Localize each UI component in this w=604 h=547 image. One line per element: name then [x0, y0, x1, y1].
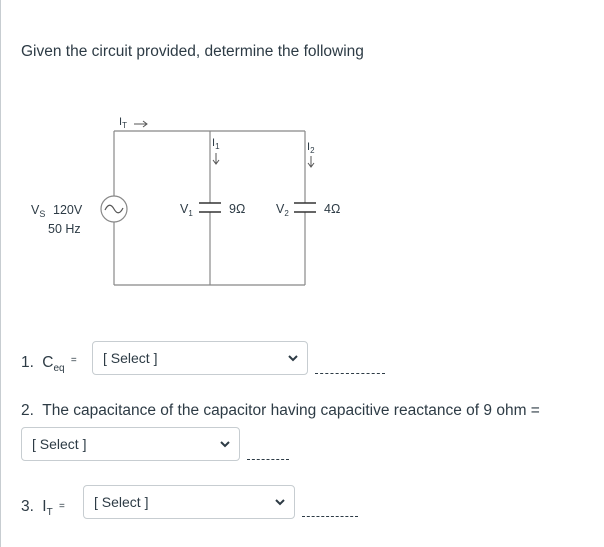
- question-1-symbol: C: [42, 354, 54, 371]
- reactance-1-label: 9Ω: [229, 202, 246, 216]
- ac-source-icon: [101, 196, 127, 222]
- question-2-answer-blank: [247, 459, 289, 460]
- question-1-select-value: [ Select ]: [103, 350, 158, 366]
- question-1-label: [21, 354, 77, 374]
- question-2-number: 2.: [21, 402, 34, 419]
- chevron-down-icon: [274, 497, 286, 507]
- source-label: $V_S$: [31, 203, 46, 219]
- reactance-2-label: 4Ω: [324, 202, 341, 216]
- i1-label: $I_1$: [212, 137, 220, 151]
- question-3-select-value: [ Select ]: [94, 494, 149, 510]
- question-3-label: [21, 498, 65, 518]
- question-3-symbol: I: [42, 498, 47, 515]
- question-3-equals: =: [58, 501, 65, 512]
- question-3-select[interactable]: [83, 485, 295, 519]
- v1-label: $V_1$: [180, 202, 193, 218]
- intro-text: Given the circuit provided, determine the following: [21, 43, 364, 60]
- source-frequency: 50 Hz: [48, 222, 81, 236]
- question-3-answer-blank: [302, 516, 358, 517]
- chevron-down-icon: [219, 439, 231, 449]
- capacitor-1-icon: [199, 203, 221, 212]
- i2-label: $I_2$: [307, 141, 315, 155]
- question-1-select[interactable]: [92, 341, 308, 375]
- question-1-number: 1.: [21, 354, 34, 371]
- arrow-right-icon: [134, 121, 147, 127]
- question-2-label: [21, 402, 540, 420]
- question-2-select[interactable]: [21, 427, 240, 461]
- arrow-down-icon: [213, 153, 219, 164]
- chevron-down-icon: [287, 353, 299, 363]
- question-3-number: 3.: [21, 498, 34, 515]
- question-2-select-value: [ Select ]: [32, 436, 87, 452]
- question-1-subscript: eq: [53, 363, 65, 375]
- it-label: $I_T$: [119, 116, 127, 130]
- question-1-equals: =: [70, 355, 77, 366]
- capacitor-2-icon: [294, 203, 316, 212]
- question-3-subscript: T: [46, 507, 53, 519]
- source-voltage: 120V: [53, 203, 83, 217]
- v2-label: $V_2$: [276, 202, 289, 218]
- question-1-answer-blank: [315, 373, 385, 374]
- question-2-text: The capacitance of the capacitor having capacitive reactance of 9 ohm =: [42, 402, 540, 419]
- arrow-down-icon: [308, 156, 314, 167]
